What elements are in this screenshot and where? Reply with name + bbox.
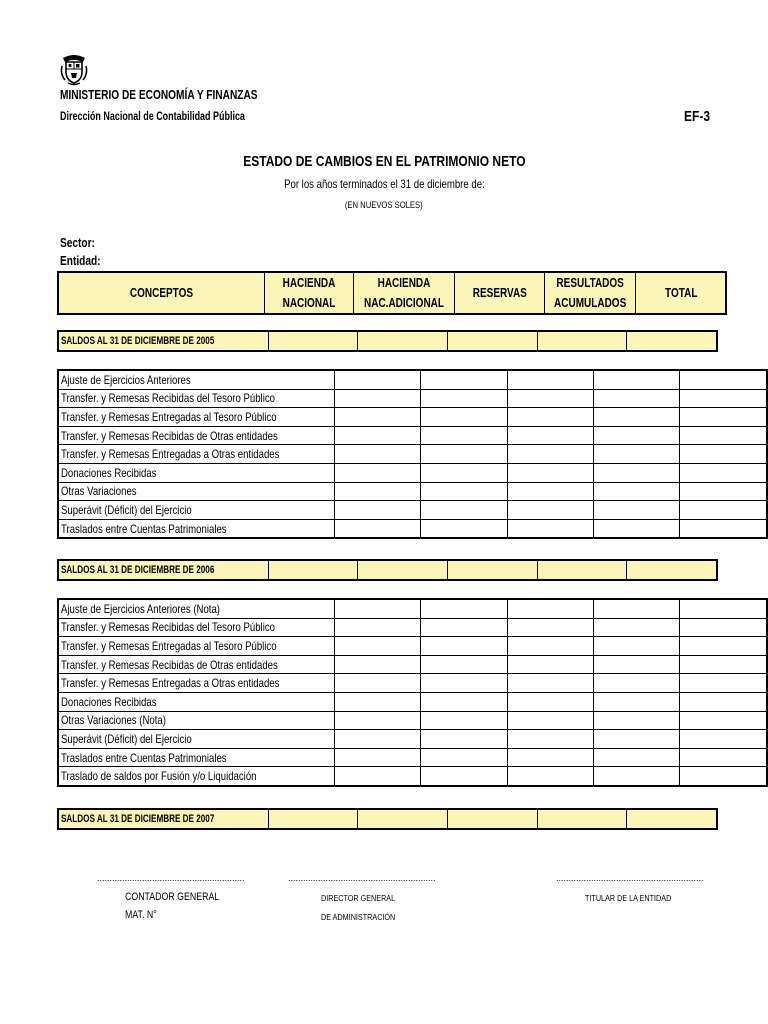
value-cell [680, 426, 767, 445]
signature-contador-mat: MAT. N° [125, 909, 157, 921]
column-header-reservas: RESERVAS [455, 272, 545, 314]
concept-label: Otras Variaciones [61, 484, 137, 499]
concept-label: Transfer. y Remesas Recibidas de Otras entidades [61, 428, 278, 443]
concept-cell [58, 370, 335, 389]
concept-cell [58, 389, 335, 408]
value-cell [594, 655, 680, 674]
value-cell [594, 463, 680, 482]
value-cell [420, 618, 507, 637]
value-cell [507, 618, 594, 637]
concept-label: Transfer. y Remesas Entregadas a Otras entidades [61, 676, 280, 691]
value-cell [507, 637, 594, 656]
saldo-label: SALDOS AL 31 DE DICIEMBRE DE 2006 [58, 560, 269, 580]
value-cell [680, 463, 767, 482]
value-cell [538, 560, 627, 580]
concept-cell [58, 426, 335, 445]
value-cell [335, 637, 421, 656]
saldo-label: SALDOS AL 31 DE DICIEMBRE DE 2005 [58, 331, 269, 351]
concept-label: Transfer. y Remesas Entregadas a Otras entidades [61, 447, 280, 462]
concept-cell [58, 599, 335, 618]
value-cell [594, 519, 680, 538]
value-cell [538, 331, 627, 351]
column-header-hacienda-adicional: HACIENDA NAC.ADICIONAL [354, 272, 455, 314]
value-cell [335, 370, 421, 389]
movements-table-2006 [57, 369, 768, 539]
movements-table-2007 [57, 598, 768, 787]
concept-label: Donaciones Recibidas [61, 465, 157, 480]
value-cell [680, 408, 767, 427]
concept-cell [58, 748, 335, 767]
concept-cell [58, 730, 335, 749]
value-cell [335, 445, 421, 464]
concept-label: Donaciones Recibidas [61, 694, 157, 709]
value-cell [335, 519, 421, 538]
value-cell [335, 692, 421, 711]
value-cell [594, 501, 680, 520]
value-cell [594, 389, 680, 408]
concept-label: Transfer. y Remesas Recibidas del Tesoro Público [61, 620, 275, 635]
value-cell [594, 748, 680, 767]
concept-cell [58, 463, 335, 482]
value-cell [680, 711, 767, 730]
value-cell [594, 618, 680, 637]
direction-name: Dirección Nacional de Contabilidad Pública [60, 111, 245, 123]
value-cell [420, 408, 507, 427]
value-cell [594, 370, 680, 389]
concept-cell [58, 767, 335, 786]
table-row [58, 519, 767, 538]
concept-label: Traslado de saldos por Fusión y/o Liquidación [61, 769, 257, 784]
table-row [58, 599, 767, 618]
concept-label: Ajuste de Ejercicios Anteriores [61, 372, 191, 387]
value-cell [594, 637, 680, 656]
concept-label: Traslados entre Cuentas Patrimoniales [61, 750, 227, 765]
value-cell [420, 519, 507, 538]
concept-label: Otras Variaciones (Nota) [61, 713, 166, 728]
value-cell [680, 618, 767, 637]
value-cell [420, 370, 507, 389]
value-cell [507, 711, 594, 730]
value-cell [335, 711, 421, 730]
value-cell [335, 767, 421, 786]
concept-cell [58, 674, 335, 693]
table-row [58, 618, 767, 637]
value-cell [335, 482, 421, 501]
column-header-resultados: RESULTADOS ACUMULADOS [545, 272, 636, 314]
value-cell [507, 389, 594, 408]
concept-cell [58, 408, 335, 427]
saldo-row-2006 [57, 559, 718, 581]
value-cell [594, 426, 680, 445]
value-cell [680, 674, 767, 693]
value-cell [448, 331, 538, 351]
value-cell [680, 599, 767, 618]
value-cell [594, 408, 680, 427]
concept-cell [58, 692, 335, 711]
value-cell [594, 767, 680, 786]
signature-director-title: DIRECTOR GENERAL [321, 893, 396, 903]
table-row [58, 445, 767, 464]
value-cell [507, 655, 594, 674]
value-cell [680, 730, 767, 749]
value-cell [420, 655, 507, 674]
coat-of-arms-emblem [60, 52, 88, 86]
value-cell [680, 389, 767, 408]
concept-label: Transfer. y Remesas Entregadas al Tesoro Público [61, 638, 277, 653]
value-cell [420, 482, 507, 501]
value-cell [507, 519, 594, 538]
value-cell [358, 560, 448, 580]
table-row [58, 389, 767, 408]
column-header-hacienda-nacional: HACIENDA NACIONAL [265, 272, 354, 314]
value-cell [448, 809, 538, 829]
concept-cell [58, 618, 335, 637]
value-cell [269, 809, 358, 829]
value-cell [507, 482, 594, 501]
value-cell [680, 692, 767, 711]
value-cell [507, 445, 594, 464]
value-cell [627, 809, 718, 829]
table-row [58, 711, 767, 730]
sector-label: Sector: [60, 235, 95, 250]
table-row [58, 730, 767, 749]
value-cell [358, 331, 448, 351]
concept-cell [58, 482, 335, 501]
signature-contador-title: CONTADOR GENERAL [125, 891, 220, 903]
concept-cell [58, 637, 335, 656]
value-cell [507, 599, 594, 618]
value-cell [420, 389, 507, 408]
value-cell [420, 463, 507, 482]
value-cell [335, 655, 421, 674]
value-cell [335, 389, 421, 408]
value-cell [335, 463, 421, 482]
value-cell [507, 426, 594, 445]
value-cell [420, 637, 507, 656]
concept-cell [58, 655, 335, 674]
entity-label: Entidad: [60, 253, 101, 268]
value-cell [335, 599, 421, 618]
saldo-row-2007 [57, 808, 718, 830]
value-cell [594, 730, 680, 749]
value-cell [269, 331, 358, 351]
signature-titular-title: TITULAR DE LA ENTIDAD [585, 893, 672, 903]
concept-cell [58, 711, 335, 730]
value-cell [335, 501, 421, 520]
table-row [58, 674, 767, 693]
value-cell [627, 331, 718, 351]
value-cell [594, 692, 680, 711]
value-cell [594, 711, 680, 730]
value-cell [335, 748, 421, 767]
value-cell [627, 560, 718, 580]
concept-cell [58, 445, 335, 464]
value-cell [538, 809, 627, 829]
signature-line-titular: ........................................................... [556, 873, 704, 883]
value-cell [680, 637, 767, 656]
table-row [58, 370, 767, 389]
concept-label: Traslados entre Cuentas Patrimoniales [61, 521, 227, 536]
column-header-table [57, 271, 727, 315]
table-row [58, 408, 767, 427]
value-cell [448, 560, 538, 580]
value-cell [680, 519, 767, 538]
saldo-row-2005 [57, 330, 718, 352]
table-row [58, 482, 767, 501]
concept-label: Ajuste de Ejercicios Anteriores (Nota) [61, 601, 220, 616]
table-row [58, 692, 767, 711]
value-cell [507, 730, 594, 749]
value-cell [507, 408, 594, 427]
value-cell [335, 618, 421, 637]
table-row [58, 767, 767, 786]
table-row [58, 637, 767, 656]
value-cell [680, 748, 767, 767]
concept-label: Superávit (Déficit) del Ejercicio [61, 731, 192, 746]
ministry-name: MINISTERIO DE ECONOMÍA Y FINANZAS [60, 87, 258, 102]
value-cell [335, 408, 421, 427]
signature-line-director: ........................................................... [288, 873, 436, 883]
value-cell [507, 463, 594, 482]
concept-cell [58, 519, 335, 538]
value-cell [420, 445, 507, 464]
saldo-label: SALDOS AL 31 DE DICIEMBRE DE 2007 [58, 809, 269, 829]
value-cell [420, 599, 507, 618]
value-cell [594, 445, 680, 464]
table-row [58, 748, 767, 767]
concept-label: Transfer. y Remesas Entregadas al Tesoro Público [61, 409, 277, 424]
value-cell [507, 370, 594, 389]
value-cell [335, 674, 421, 693]
value-cell [507, 748, 594, 767]
value-cell [680, 482, 767, 501]
table-row [58, 463, 767, 482]
report-subtitle: Por los años terminados el 31 de diciembre de: [283, 177, 485, 191]
concept-label: Superávit (Déficit) del Ejercicio [61, 502, 192, 517]
value-cell [507, 674, 594, 693]
value-cell [420, 674, 507, 693]
value-cell [507, 767, 594, 786]
value-cell [507, 501, 594, 520]
value-cell [680, 445, 767, 464]
value-cell [420, 692, 507, 711]
column-header-total: TOTAL [636, 272, 727, 314]
report-title: ESTADO DE CAMBIOS EN EL PATRIMONIO NETO [242, 153, 526, 170]
value-cell [269, 560, 358, 580]
value-cell [507, 692, 594, 711]
value-cell [420, 730, 507, 749]
table-row [58, 655, 767, 674]
value-cell [420, 767, 507, 786]
value-cell [680, 655, 767, 674]
value-cell [335, 426, 421, 445]
value-cell [358, 809, 448, 829]
signature-line-contador: ........................................................... [97, 873, 245, 883]
signature-director-subtitle: DE ADMINISTRACIÓN [321, 912, 396, 922]
form-code: EF-3 [684, 108, 711, 125]
concept-cell [58, 501, 335, 520]
value-cell [420, 711, 507, 730]
value-cell [594, 482, 680, 501]
value-cell [594, 599, 680, 618]
currency-note: (EN NUEVOS SOLES) [345, 200, 423, 210]
concept-label: Transfer. y Remesas Recibidas del Tesoro Público [61, 391, 275, 406]
value-cell [420, 748, 507, 767]
concept-label: Transfer. y Remesas Recibidas de Otras entidades [61, 657, 278, 672]
value-cell [420, 501, 507, 520]
column-header-conceptos: CONCEPTOS [58, 272, 265, 314]
value-cell [680, 767, 767, 786]
table-row [58, 501, 767, 520]
value-cell [680, 370, 767, 389]
value-cell [420, 426, 507, 445]
value-cell [680, 501, 767, 520]
value-cell [594, 674, 680, 693]
value-cell [335, 730, 421, 749]
table-row [58, 426, 767, 445]
